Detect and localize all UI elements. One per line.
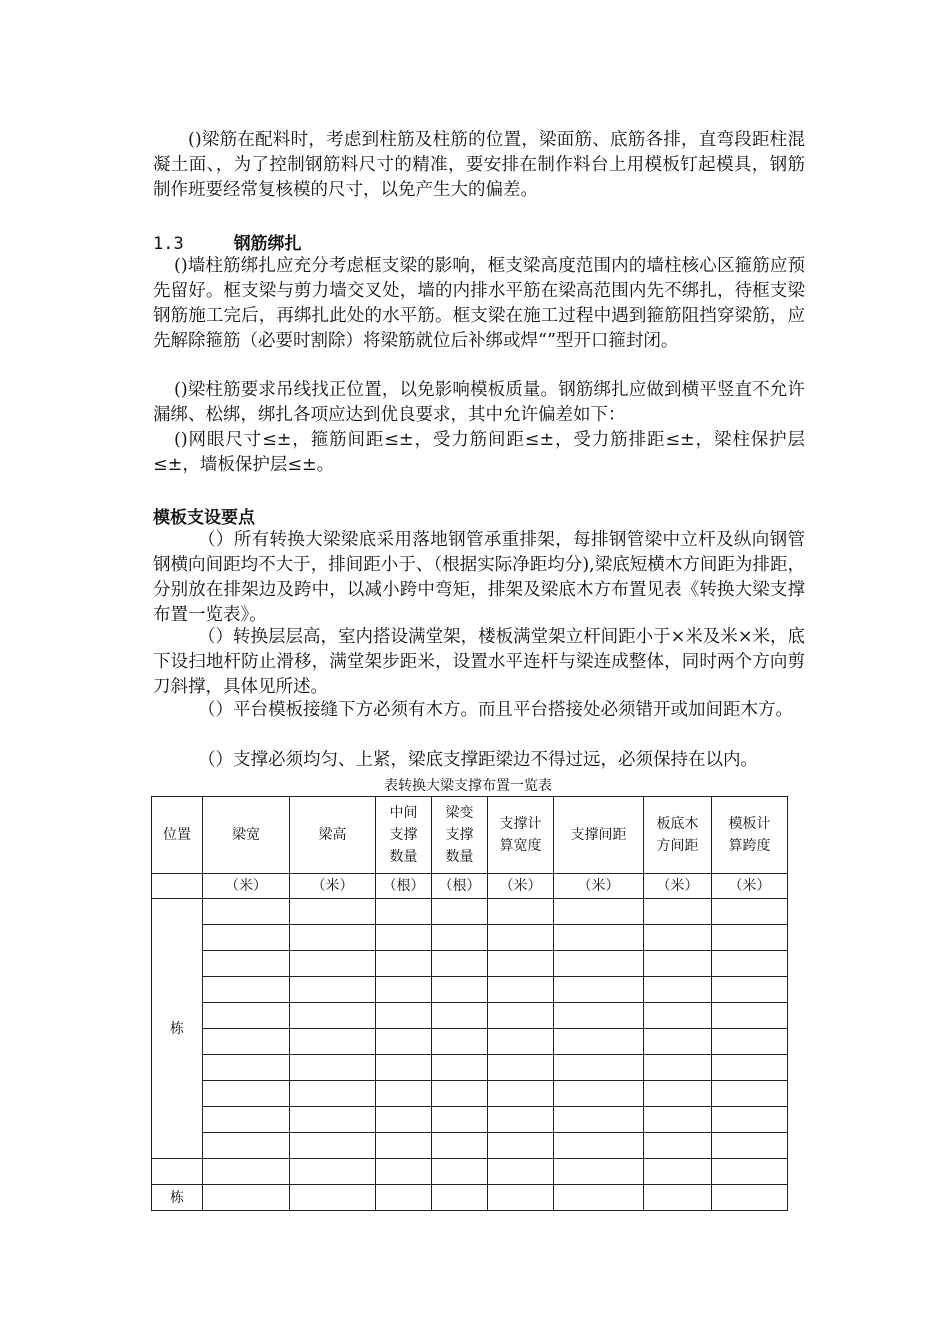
header-cell: 支撑间距 [554,797,644,874]
paragraph-rebar-cutting: ()梁筋在配料时，考虑到柱筋及柱筋的位置，梁面筋、底筋各排，直弯段距柱混凝土面、，为了控制钢筋料尺寸的精准，要安排在制作料台上用模板钉起模具，钢筋制作班要经常复核模的尺寸，以免产生大的偏差。 [153,130,805,200]
support-layout-table [151,796,788,1211]
paragraph-tolerances: ()网眼尺寸≤±，箍筋间距≤±，受力筋间距≤±，受力筋排距≤±，梁柱保护层≤±，墙板保护层≤±。 [153,430,805,475]
unit-cell [152,874,203,899]
heading-formwork [153,503,255,528]
group-label-cell [152,1159,203,1185]
table-row [152,1003,788,1029]
heading-title: 钢筋绑扎 [233,234,302,254]
table-row [152,899,788,925]
table-row [152,1159,788,1185]
header-cell: 板底木 方间距 [644,797,712,874]
paragraph-formwork-4: （）支撑必须均匀、上紧，梁底支撑距梁边不得过远，必须保持在以内。 [198,750,758,770]
group-label-cell: 栋 [152,899,203,1159]
unit-cell: （米） [644,874,712,899]
table-row [152,977,788,1003]
unit-cell: （米） [488,874,554,899]
header-cell: 梁宽 [203,797,290,874]
unit-cell: （米） [290,874,376,899]
table-row [152,951,788,977]
table-caption: 表转换大梁支撑布置一览表 [384,778,552,794]
table-unit-row [152,874,788,899]
paragraph-formwork-1: （）所有转换大梁梁底采用落地钢管承重排架，每排钢管梁中立杆及纵向钢管钢横向间距均不大于，排间距小于、（根据实际净距均分),梁底短横木方间距为排距，分别放在排架边及跨中，以减小跨中弯矩，排架及梁底木方布置见表《转换大梁支撑布置一览表》。 [153,530,805,625]
paragraph-beam-column-binding: ()梁柱筋要求吊线找正位置，以免影响模板质量。钢筋绑扎应做到横平竖直不允许漏绑、松绑，绑扎各项应达到优良要求，其中允许偏差如下： [153,380,805,425]
table-row [152,1055,788,1081]
heading-number: 1.3 [153,234,184,254]
heading-rebar-binding [153,229,302,254]
unit-cell: （米） [712,874,788,899]
table-row [152,1133,788,1159]
header-cell: 中间 支撑 数量 [376,797,432,874]
header-cell: 模板计 算跨度 [712,797,788,874]
table-row [152,1029,788,1055]
header-cell: 支撑计 算宽度 [488,797,554,874]
table-row [152,1107,788,1133]
unit-cell: （根） [376,874,432,899]
table-row [152,1081,788,1107]
paragraph-wall-column-binding: ()墙柱筋绑扎应充分考虑框支梁的影响，框支梁高度范围内的墙柱核心区箍筋应预先留好。框支梁与剪力墙交叉处，墙的内排水平筋在梁高范围内先不绑扎，待框支梁钢筋施工完后，再绑扎此处的水平筋。框支梁在施工过程中遇到箍筋阻挡穿梁筋，应先解除箍筋（必要时割除）将梁筋就位后补绑或焊“”型开口箍封闭。 [153,256,805,351]
paragraph-formwork-2: （）转换层层高，室内搭设满堂架，楼板满堂架立杆间距小于×米及米×米，底下设扫地杆防止滑移，满堂架步距米，设置水平连杆与梁连成整体，同时两个方向剪刀斜撑，具体见所述。 [153,627,805,697]
header-cell: 位置 [152,797,203,874]
header-cell: 梁高 [290,797,376,874]
table-header-row [152,797,788,874]
header-cell: 梁变 支撑 数量 [432,797,488,874]
unit-cell: （米） [203,874,290,899]
group-label-cell: 栋 [152,1185,203,1211]
heading-title: 模板支设要点 [153,508,255,528]
paragraph-formwork-3: （）平台模板接缝下方必须有木方。而且平台搭接处必须错开或加间距木方。 [198,700,793,720]
table-row [152,1185,788,1211]
table-row [152,925,788,951]
unit-cell: （根） [432,874,488,899]
unit-cell: （米） [554,874,644,899]
